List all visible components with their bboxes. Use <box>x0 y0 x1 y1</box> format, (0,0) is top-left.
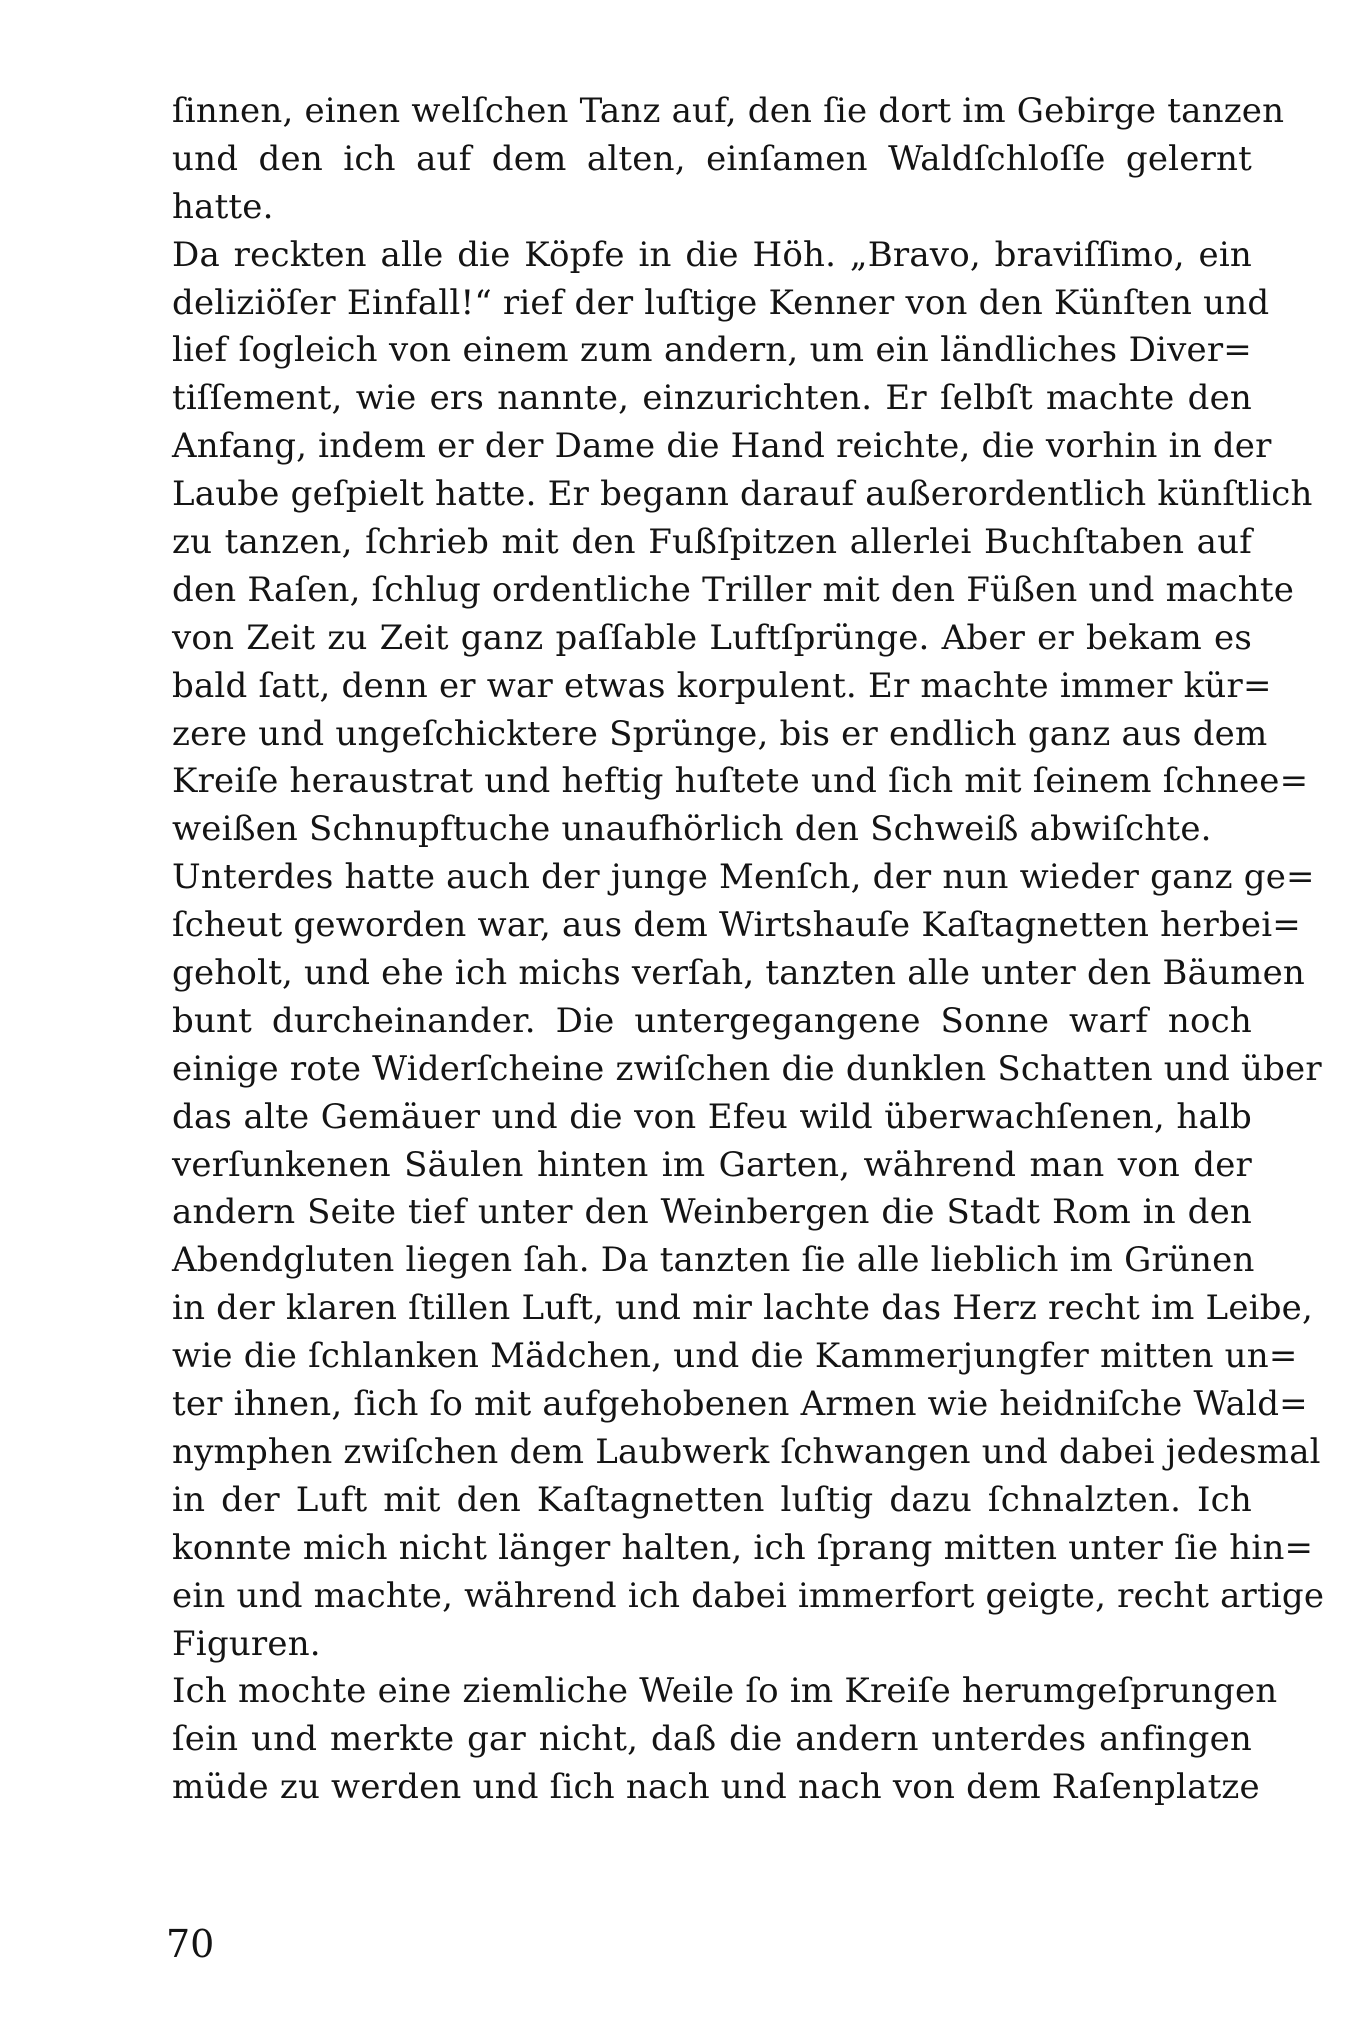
text-line: andern Seite tief unter den Weinbergen die Stadt Rom in den <box>172 1192 1252 1233</box>
text-line: zere und ungeſchicktere Sprünge, bis er endlich ganz aus dem <box>172 713 1268 754</box>
text-line: Unterdes hatte auch der junge Menſch, der nun wieder ganz ge= <box>172 857 1315 898</box>
text-line: nymphen zwiſchen dem Laubwerk ſchwangen und dabei jedesmal <box>172 1431 1321 1472</box>
text-line: konnte mich nicht länger halten, ich ſprang mitten unter ſie hin= <box>172 1527 1314 1568</box>
text-line: verſunkenen Säulen hinten im Garten, während man von der <box>172 1144 1252 1185</box>
text-line: bald ſatt, denn er war etwas korpulent. Er machte immer kür= <box>172 665 1272 706</box>
text-line: Ich mochte eine ziemliche Weile ſo im Kreiſe herumgeſprungen <box>172 1671 1278 1712</box>
text-line: bunt durcheinander. Die untergegangene Sonne warf noch <box>172 1000 1252 1041</box>
text-line: lief ſogleich von einem zum andern, um ein ländliches Diver= <box>172 330 1252 371</box>
text-line: das alte Gemäuer und die von Efeu wild überwachſenen, halb <box>172 1096 1252 1137</box>
text-line: tiſſement, wie ers nannte, einzurichten. Er ſelbſt machte den <box>172 378 1252 419</box>
text-line: Da reckten alle die Köpfe in die Höh. „Bravo, braviſſimo, ein <box>172 234 1252 275</box>
text-line: und den ich auf dem alten, einſamen Waldſchloſſe gelernt <box>172 138 1252 179</box>
text-line: in der klaren ſtillen Luft, und mir lachte das Herz recht im Leibe, <box>172 1288 1314 1329</box>
text-line: geholt, und ehe ich michs verſah, tanzten alle unter den Bäumen <box>172 953 1306 994</box>
body-text <box>172 88 1325 1812</box>
text-line: Figuren. <box>172 1623 321 1664</box>
text-line: hatte. <box>172 186 274 227</box>
text-line: in der Luft mit den Kaſtagnetten luſtig dazu ſchnalzten. Ich <box>172 1479 1252 1520</box>
text-line: Anfang, indem er der Dame die Hand reichte, die vorhin in der <box>172 426 1272 467</box>
text-line: deliziöſer Einfall!“ rief der luſtige Kenner von den Künſten und <box>172 282 1270 323</box>
text-line: ſinnen, einen welſchen Tanz auf, den ſie dort im Gebirge tanzen <box>172 91 1285 131</box>
text-line: müde zu werden und ſich nach und nach von dem Raſenplatze <box>172 1767 1260 1808</box>
text-line: ein und machte, während ich dabei immerfort geigte, recht artige <box>172 1575 1325 1616</box>
text-line: Laube geſpielt hatte. Er begann darauf außerordentlich künſtlich <box>172 474 1313 515</box>
text-line: wie die ſchlanken Mädchen, und die Kammerjungfer mitten un= <box>172 1336 1298 1377</box>
text-line: den Raſen, ſchlug ordentliche Triller mit den Füßen und machte <box>172 569 1295 610</box>
text-line: ter ihnen, ſich ſo mit aufgehobenen Armen wie heidniſche Wald= <box>172 1384 1308 1425</box>
text-line: zu tanzen, ſchrieb mit den Fußſpitzen allerlei Buchſtaben auf <box>172 522 1252 563</box>
text-line: ſein und merkte gar nicht, daß die andern unterdes anfingen <box>172 1719 1252 1760</box>
text-line: von Zeit zu Zeit ganz paſſable Luftſprünge. Aber er bekam es <box>172 617 1252 658</box>
text-line: weißen Schnupftuche unaufhörlich den Schweiß abwiſchte. <box>172 809 1212 850</box>
text-line: Abendgluten liegen ſah. Da tanzten ſie alle lieblich im Grünen <box>172 1240 1255 1281</box>
text-line: Kreiſe heraustrat und heftig huſtete und ſich mit ſeinem ſchnee= <box>172 761 1309 802</box>
text-line: einige rote Widerſcheine zwiſchen die dunklen Schatten und über <box>172 1048 1322 1089</box>
page-number: 70 <box>166 1922 215 1966</box>
text-line: ſcheut geworden war, aus dem Wirtshauſe Kaſtagnetten herbei= <box>172 905 1301 946</box>
